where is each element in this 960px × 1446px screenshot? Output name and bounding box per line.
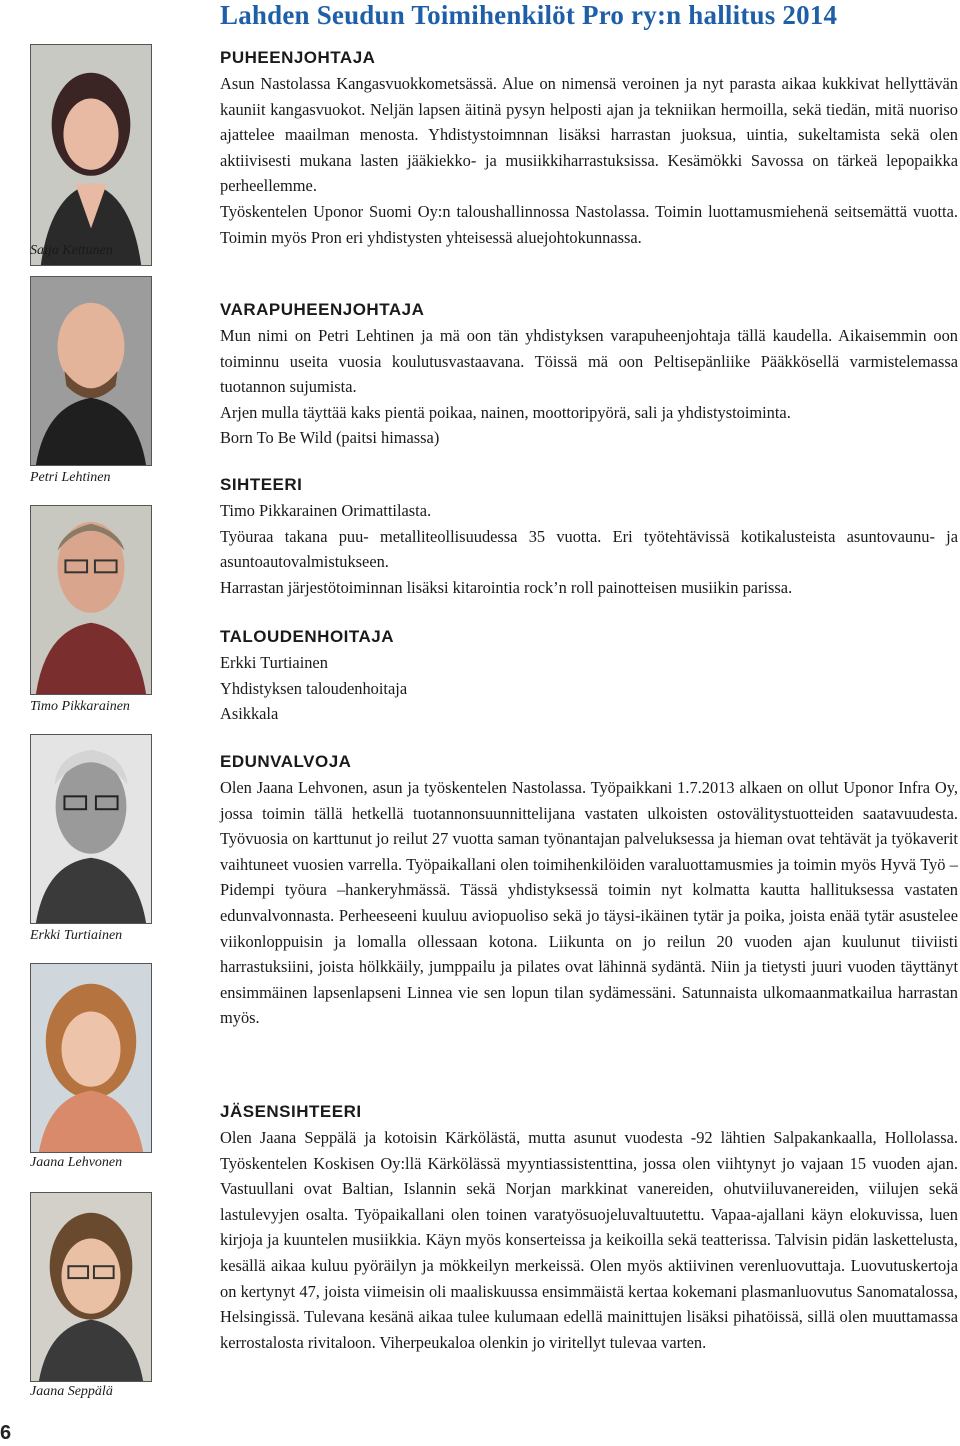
page-title: Lahden Seudun Toimihenkilöt Pro ry:n hallitus 2014 [220, 0, 838, 30]
section-paragraph: Työuraa takana puu- metalliteollisuudessa 35 vuotta. Eri työtehtävissä kotikalusteista asuntovaunu- ja asuntoautovalmistukseen. [220, 526, 958, 572]
section-paragraph: Työskentelen Uponor Suomi Oy:n taloushallinnossa Nastolassa. Toimin luottamusmiehenä seitsemättä vuotta. Toimin myös Pron eri yhdistysten yhteisessä aluejohtokunnassa. [220, 201, 958, 247]
section-heading: JÄSENSIHTEERI [220, 1102, 362, 1121]
section-edunvalvoja [220, 752, 958, 1031]
portrait-icon [31, 735, 151, 923]
portrait-icon [31, 45, 151, 265]
section-paragraph: Yhdistyksen taloudenhoitaja [220, 678, 408, 698]
portrait-photo-jaana-lehvonen [30, 963, 152, 1153]
section-paragraph: Olen Jaana Seppälä ja kotoisin Kärkölästä, mutta asunut vuodesta -92 lähtien Salpakankaalla, Hollolassa. Työskentelen Koskisen Oy:llä Kärkölässä myyntiassistenttina, jossa olen viihtynyt jo vajaan 15 vuoden ajan. Vastuullani ovat Baltian, Islannin sekä Norjan markkinat vanereiden, ohutviiluvanereiden, viilujen sekä lastulevyjen osalta. Työpaikallani olen toinen varatyösuojeluvaltuutettu. Vapaa-ajallani käyn elokuvissa, luen kirjoja ja kuuntelen musiikkia. Käyn myös konserteissa ja keikoilla sekä teatterissa. Talvisin pidän laskettelusta, kesällä aikaa kuluu pyöräilyn ja mökkeilyn merkeissä. Olen myös aktiivinen verenluovuttaja. Luovutuskertoja on kertynyt 47, joista viimeisin oli maaliskuussa ensimmäistä kertaa kokemani plasmanluovutus Sanomatalossa, Helsingissä. Tulevana kesänä aikaa tulee kulumaan edellä mainittujen lisäksi pihatöissä, sillä olen muuttamassa kerrostalosta rivitaloon. Viherpeukaloa olenkin jo viritellyt tulevaa varten. [220, 1128, 958, 1352]
section-heading: PUHEENJOHTAJA [220, 48, 376, 67]
photo-caption: Jaana Seppälä [30, 1384, 113, 1399]
section-paragraph: Asikkala [220, 704, 279, 724]
section-paragraph: Arjen mulla täyttää kaks pientä poikaa, nainen, moottoripyörä, sali ja yhdistystoiminta. [220, 402, 791, 422]
portrait-photo-saija-kettunen [30, 44, 152, 266]
portrait-icon [31, 506, 151, 694]
section-heading: SIHTEERI [220, 475, 303, 494]
section-heading: VARAPUHEENJOHTAJA [220, 300, 425, 319]
section-heading: TALOUDENHOITAJA [220, 627, 395, 646]
section-paragraph: Born To Be Wild (paitsi himassa) [220, 428, 440, 448]
photo-caption: Timo Pikkarainen [30, 699, 130, 714]
photo-caption: Erkki Turtiainen [30, 928, 123, 943]
photo-caption: Jaana Lehvonen [30, 1155, 123, 1170]
section-varapuheenjohtaja [220, 300, 958, 451]
section-paragraph: Harrastan järjestötoiminnan lisäksi kitarointia rock’n roll painotteisen musiikin parissa. [220, 577, 793, 597]
portrait-icon [31, 964, 151, 1152]
portrait-photo-erkki-turtiainen [30, 734, 152, 924]
photo-caption: Saija Kettunen [30, 243, 113, 258]
section-heading: EDUNVALVOJA [220, 752, 352, 771]
section-taloudenhoitaja [220, 627, 958, 727]
portrait-icon [31, 1193, 151, 1381]
page-number: 6 [0, 1422, 12, 1444]
section-paragraph: Mun nimi on Petri Lehtinen ja mä oon tän yhdistyksen varapuheenjohtaja tällä kaudella. Aikaisemmin oon toiminnu useita vuosia koulutusvastaavana. Töissä mä oon Peltisepänliike Pääkkösellä varmistelemassa tuotannon sujumista. [220, 326, 958, 397]
section-paragraph: Erkki Turtiainen [220, 653, 328, 672]
portrait-icon [31, 277, 151, 465]
section-paragraph: Asun Nastolassa Kangasvuokkometsässä. Alue on nimensä veroinen ja nyt parasta aikaa kukkivat hellyttävän kauniit kangasvuokot. Neljän lapsen äitinä pysyn helposti ajan ja tekniikan hermoilla, sekä tiedän, mitä nuoriso ajattelee maailman menosta. Yhdistystoimnnan lisäksi harrastan juoksua, uintia, sukeltamista sekä olen aktiivisesti mukana lasten jääkiekko- ja musiikkiharrastuksissa. Kesämökki Savossa on tärkeä lepopaikka perheellemme. [220, 74, 958, 196]
section-sihteeri [220, 475, 958, 600]
portrait-photo-petri-lehtinen [30, 276, 152, 466]
portrait-photo-timo-pikkarainen [30, 505, 152, 695]
section-jasensihteeri [220, 1102, 958, 1355]
portrait-photo-jaana-seppala [30, 1192, 152, 1382]
section-puheenjohtaja [220, 48, 958, 250]
section-paragraph: Timo Pikkarainen Orimattilasta. [220, 501, 432, 520]
photo-caption: Petri Lehtinen [30, 470, 111, 485]
section-paragraph: Olen Jaana Lehvonen, asun ja työskentelen Nastolassa. Työpaikkani 1.7.2013 alkaen on ollut Uponor Infra Oy, jossa toimin tällä hetkellä tuotannonsuunnittelijana vastaten ulkoisten ostovälitystuotteiden saatavuudesta. Työvuosia on karttunut jo reilut 27 vuotta saman työnantajan palveluksessa ja hieman ovat tehtävät ja työkaverit vaihtuneet vuosien varrella. Työpaikallani olen toimihenkilöiden varaluottamusmies ja toimin myös Hyvä Työ – Pidempi työura –hankeryhmässä. Tässä yhdistyksessä toimin nyt kolmatta kautta hallituksessa vastaten edunvalvonnasta. Perheeseeni kuuluu aviopuoliso sekä jo täysi-ikäinen tytär ja poika, joista enää tytär asustelee viikonloppuisin ja lomalla ollessaan kotona. Liikunta on jo reilun 20 vuoden ajan kuulunut tiiviisti harrastuksiini, joista hölkkäily, jumppailu ja pilates ovat lähinnä sydäntä. Niin ja tietysti juuri vuoden täyttänyt ensimmäinen lapsenlapseni Linnea vie sen lopun tilan sydämessäni. Satunnaista ulkomaanmatkailua harrastan myös. [220, 778, 958, 1028]
